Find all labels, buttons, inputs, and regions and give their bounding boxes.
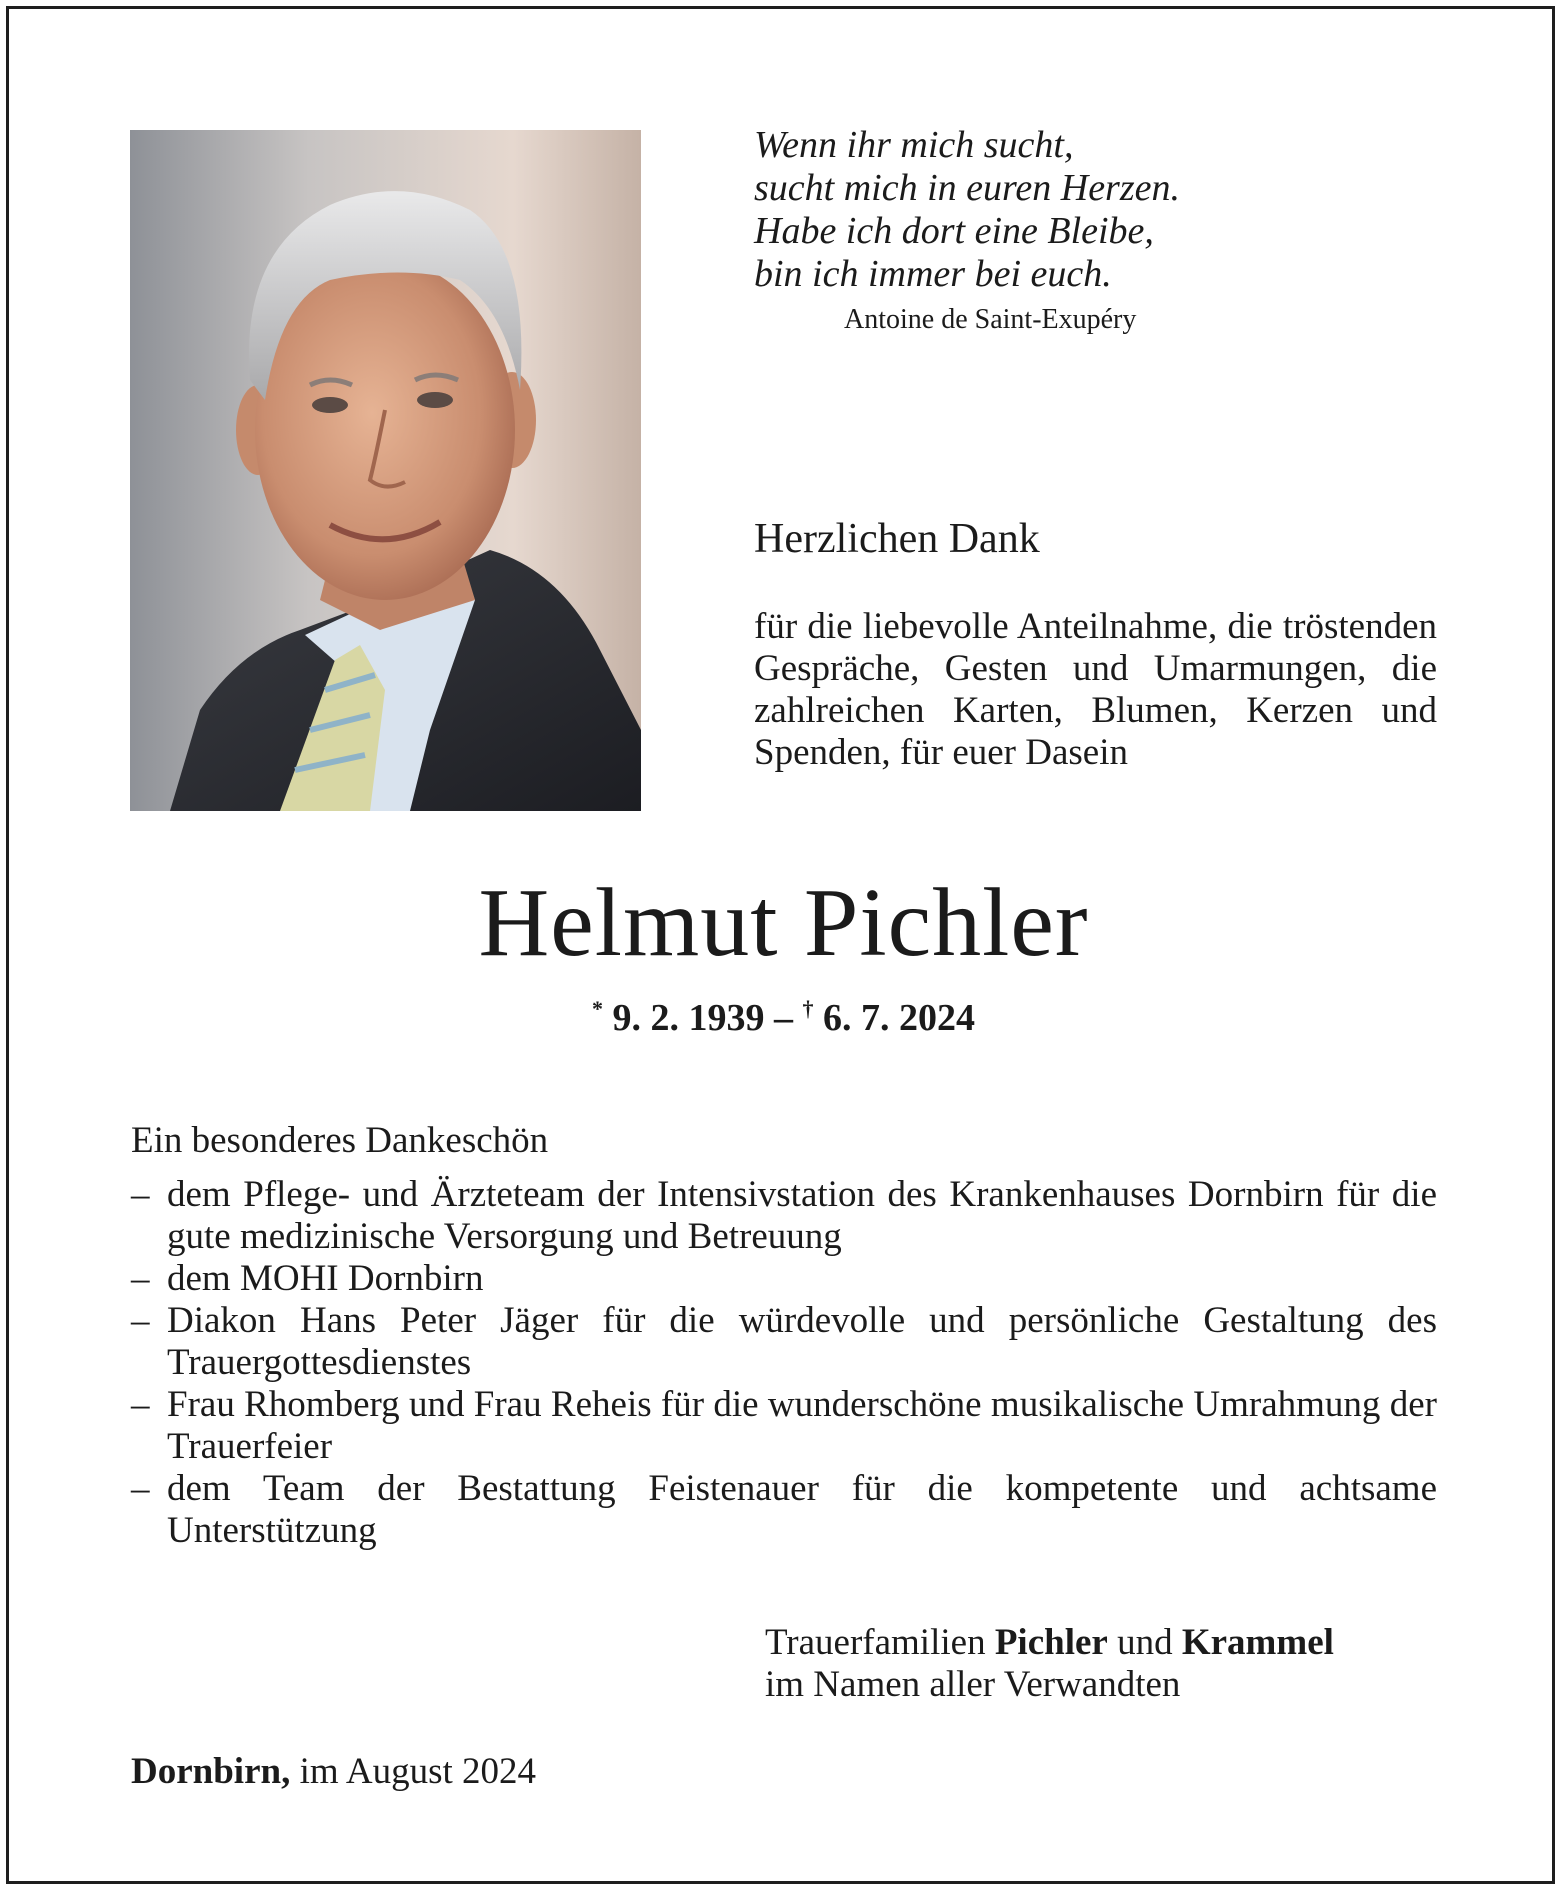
birth-symbol: * [592, 996, 603, 1021]
poem-author: Antoine de Saint-Exupéry [844, 304, 1137, 335]
signature [765, 1622, 1334, 1706]
list-bullet: – [131, 1384, 150, 1425]
birth-date: 9. 2. 1939 [612, 997, 765, 1039]
poem-line: bin ich immer bei euch. [754, 253, 1112, 295]
thanks-text: für die liebevolle Anteilnahme, die tröstenden Gespräche, Gesten und Umarmungen, die zahlreichen Karten, Blumen, Kerzen und Spenden, für euer Dasein [754, 606, 1437, 773]
signature-family-1: Pichler [994, 1622, 1108, 1663]
signature-family-2: Krammel [1181, 1622, 1334, 1663]
signature-line-1 [765, 1622, 1334, 1664]
list-bullet: – [131, 1468, 150, 1509]
signature-line-2: im Namen aller Verwandten [765, 1664, 1181, 1705]
list-item [131, 1384, 1437, 1468]
list-bullet: – [131, 1300, 150, 1341]
signature-connector: und [1117, 1622, 1173, 1663]
list-item-text: Frau Rhomberg und Frau Reheis für die wunderschöne musikalische Umrahmung der Trauerfeier [167, 1384, 1437, 1467]
list-item [131, 1300, 1437, 1384]
special-thanks-heading: Ein besonderes Dankeschön [131, 1120, 549, 1161]
list-item [131, 1174, 1437, 1258]
list-item [131, 1258, 1437, 1300]
portrait-photo [130, 130, 641, 811]
poem-line: sucht mich in euren Herzen. [754, 167, 1180, 209]
place-and-date [131, 1750, 536, 1793]
date-separator: – [774, 997, 793, 1039]
place-city: Dornbirn, [131, 1751, 291, 1792]
list-item-text: Diakon Hans Peter Jäger für die würdevolle und persönliche Gestaltung des Trauergottesdienstes [167, 1300, 1437, 1383]
poem [754, 124, 1314, 296]
death-symbol: † [802, 996, 814, 1021]
place-date: im August 2024 [299, 1751, 536, 1792]
life-dates [0, 996, 1567, 1040]
list-item [131, 1468, 1437, 1552]
list-bullet: – [131, 1258, 150, 1299]
list-item-text: dem MOHI Dornbirn [167, 1258, 484, 1299]
signature-prefix: Trauerfamilien [765, 1622, 986, 1663]
list-bullet: – [131, 1174, 150, 1215]
special-thanks-list [131, 1174, 1437, 1552]
poem-line: Wenn ihr mich sucht, [754, 124, 1074, 166]
death-date: 6. 7. 2024 [823, 997, 975, 1039]
poem-line: Habe ich dort eine Bleibe, [754, 210, 1154, 252]
thanks-heading: Herzlichen Dank [754, 516, 1040, 562]
deceased-name: Helmut Pichler [478, 869, 1089, 977]
list-item-text: dem Pflege- und Ärzteteam der Intensivstation des Krankenhauses Dornbirn für die gute medizinische Versorgung und Betreuung [167, 1174, 1437, 1257]
list-item-text: dem Team der Bestattung Feistenauer für die kompetente und achtsame Unterstützung [167, 1468, 1437, 1551]
